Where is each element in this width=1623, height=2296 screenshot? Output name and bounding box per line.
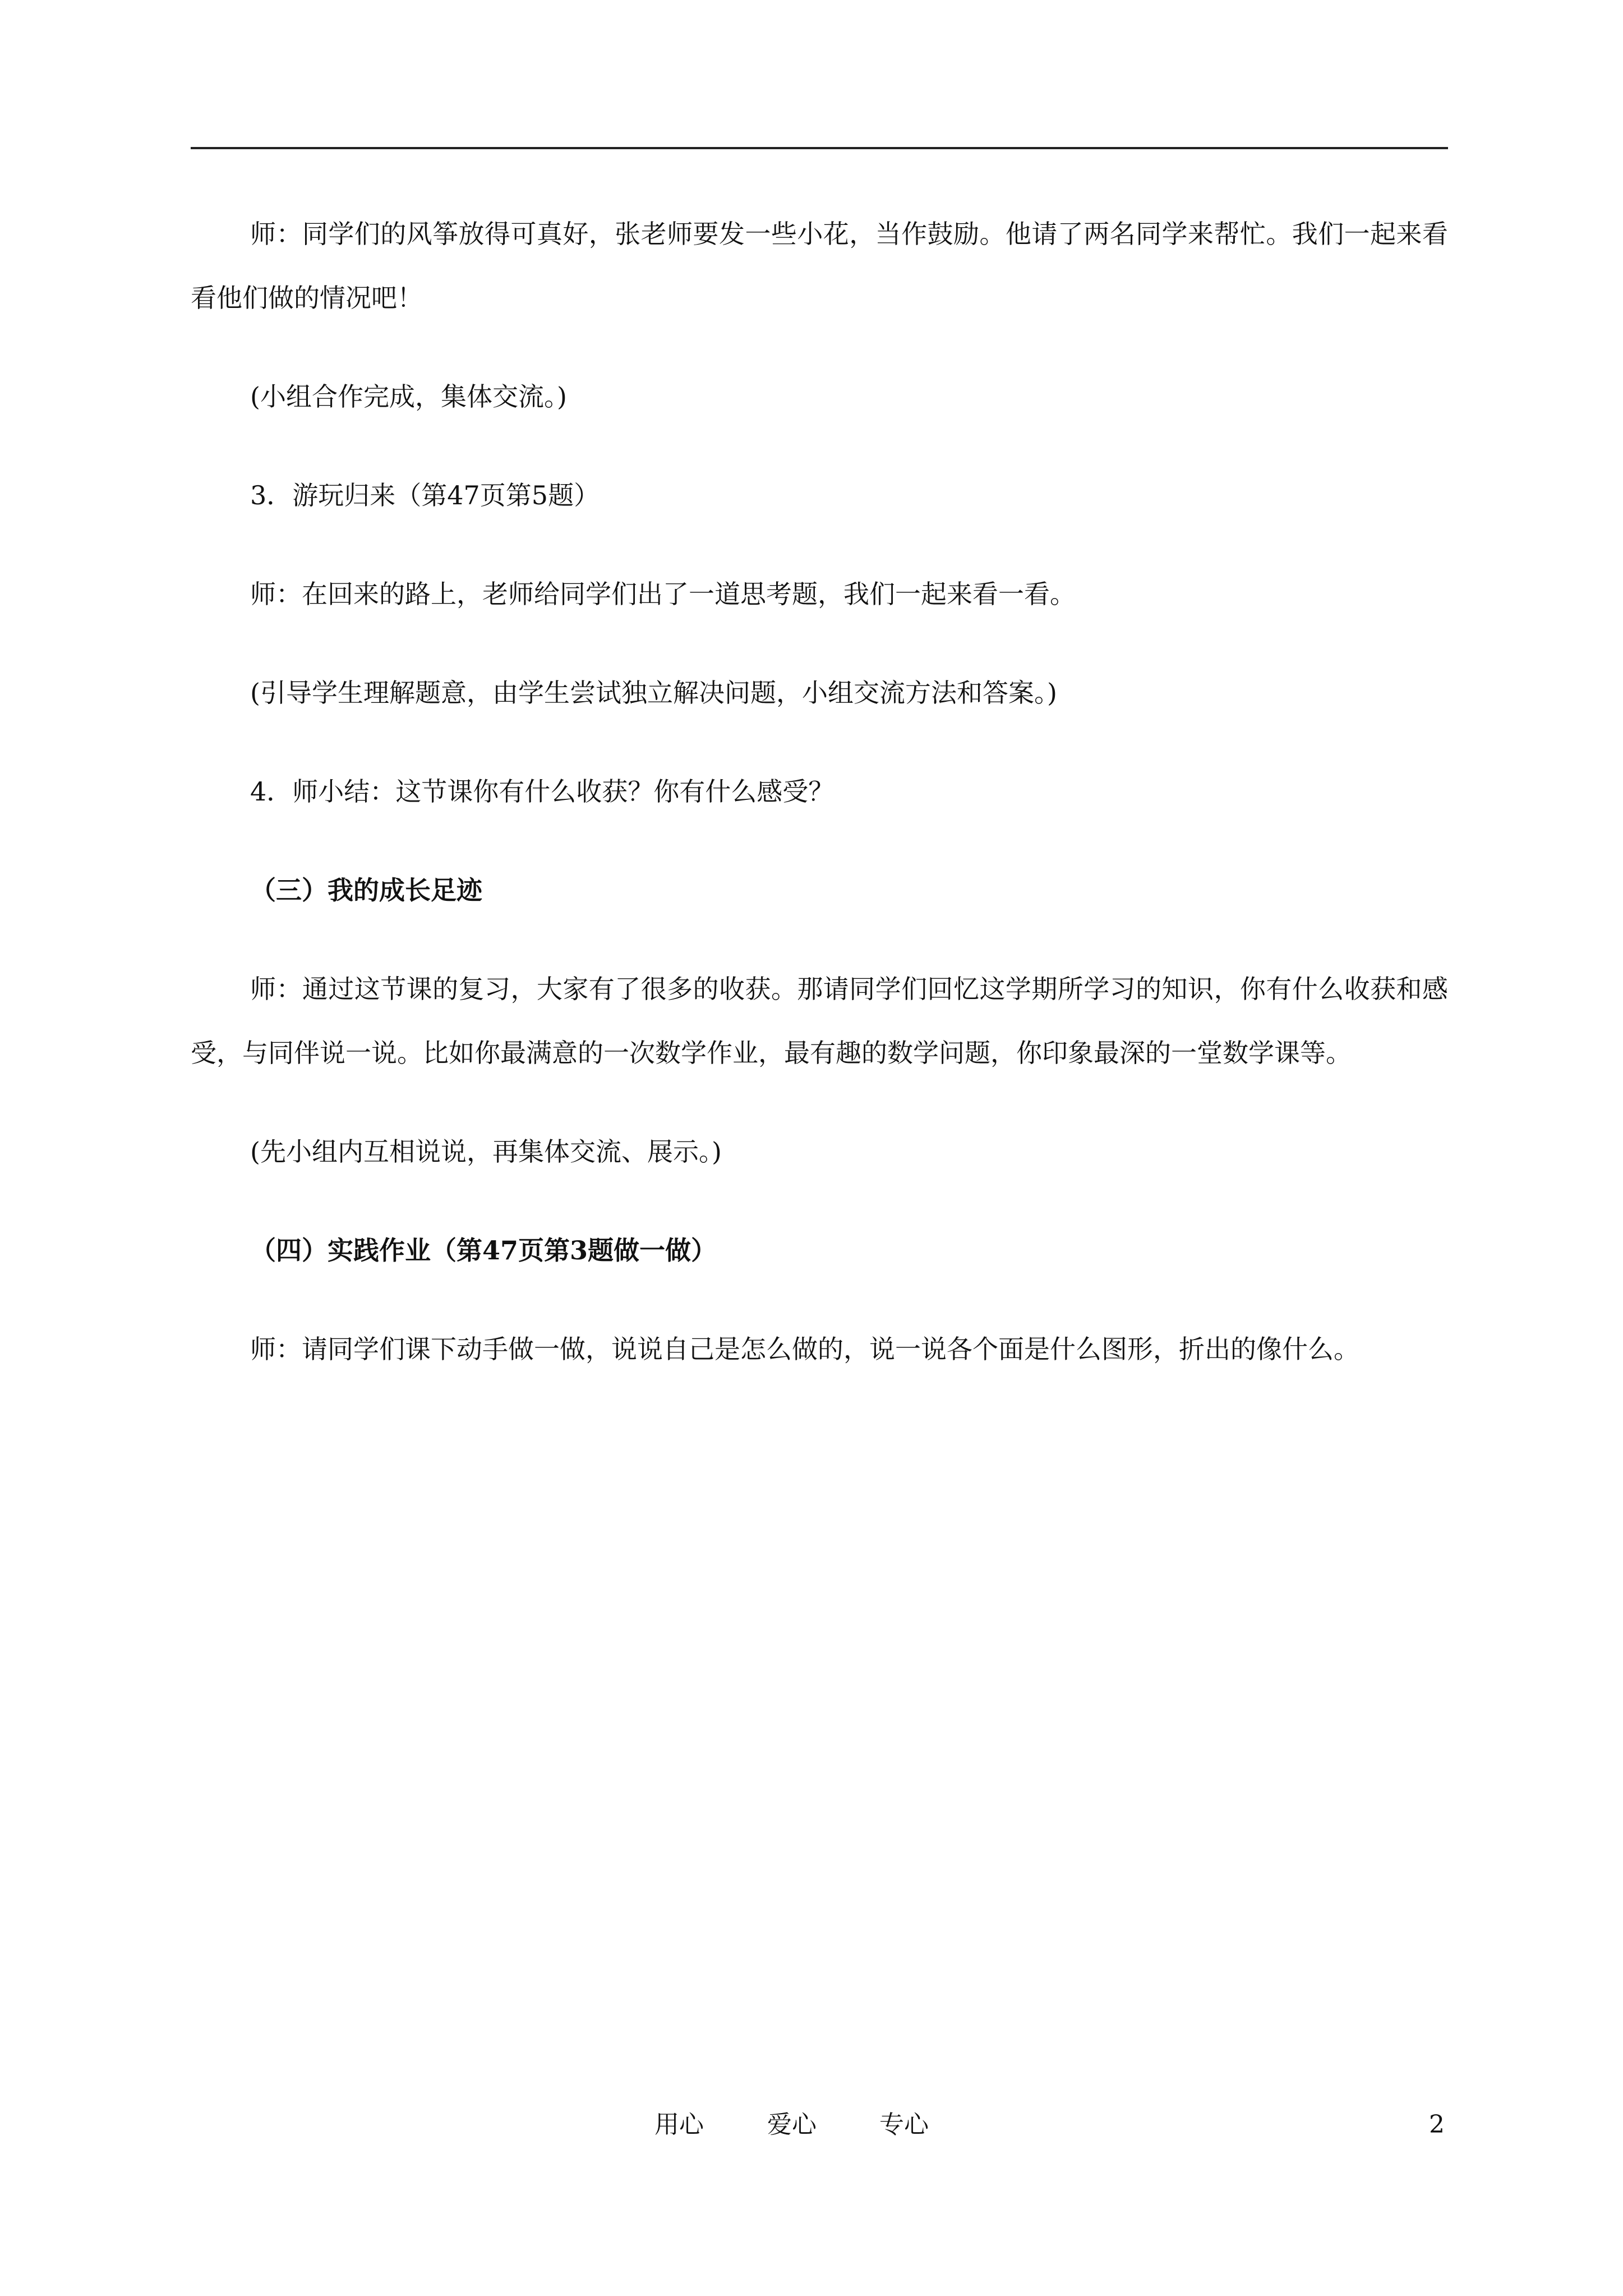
paragraph-3: 3．游玩归来（第47页第5题）	[250, 480, 600, 510]
header-rule	[191, 147, 1448, 149]
section-heading-4: （四）实践作业（第47页第3题做一做）	[250, 1235, 717, 1266]
section-heading-3: （三）我的成长足迹	[250, 875, 482, 905]
footer-text-yongxin: 用心	[654, 2110, 704, 2139]
paragraph-5: (引导学生理解题意，由学生尝试独立解决问题，小组交流方法和答案。)	[250, 678, 1057, 708]
paragraph-11: 师：请同学们课下动手做一做，说说自己是怎么做的，说一说各个面是什么图形，折出的像什么。	[250, 1334, 1359, 1364]
document-body	[191, 202, 1448, 1416]
paragraph-2: (小组合作完成，集体交流。)	[250, 381, 567, 412]
paragraph-6: 4．师小结：这节课你有什么收获？你有什么感受？	[250, 776, 834, 807]
paragraph-8: 师：通过这节课的复习，大家有了很多的收获。那请同学们回忆这学期所学习的知识，你有什么收获和感受，与同伴说一说。比如你最满意的一次数学作业，最有趣的数学问题，你印象最深的一堂数学课等。	[191, 974, 1448, 1068]
paragraph-9: (先小组内互相说说，再集体交流、展示。)	[250, 1137, 722, 1167]
paragraph-1: 师：同学们的风筝放得可真好，张老师要发一些小花，当作鼓励。他请了两名同学来帮忙。我们一起来看看他们做的情况吧！	[191, 219, 1448, 313]
footer-text-aixin: 爱心	[767, 2110, 817, 2139]
page-number: 2	[1429, 2110, 1445, 2139]
footer-text-zhuanxin: 专心	[879, 2110, 929, 2139]
paragraph-4: 师：在回来的路上，老师给同学们出了一道思考题，我们一起来看一看。	[250, 579, 1076, 609]
